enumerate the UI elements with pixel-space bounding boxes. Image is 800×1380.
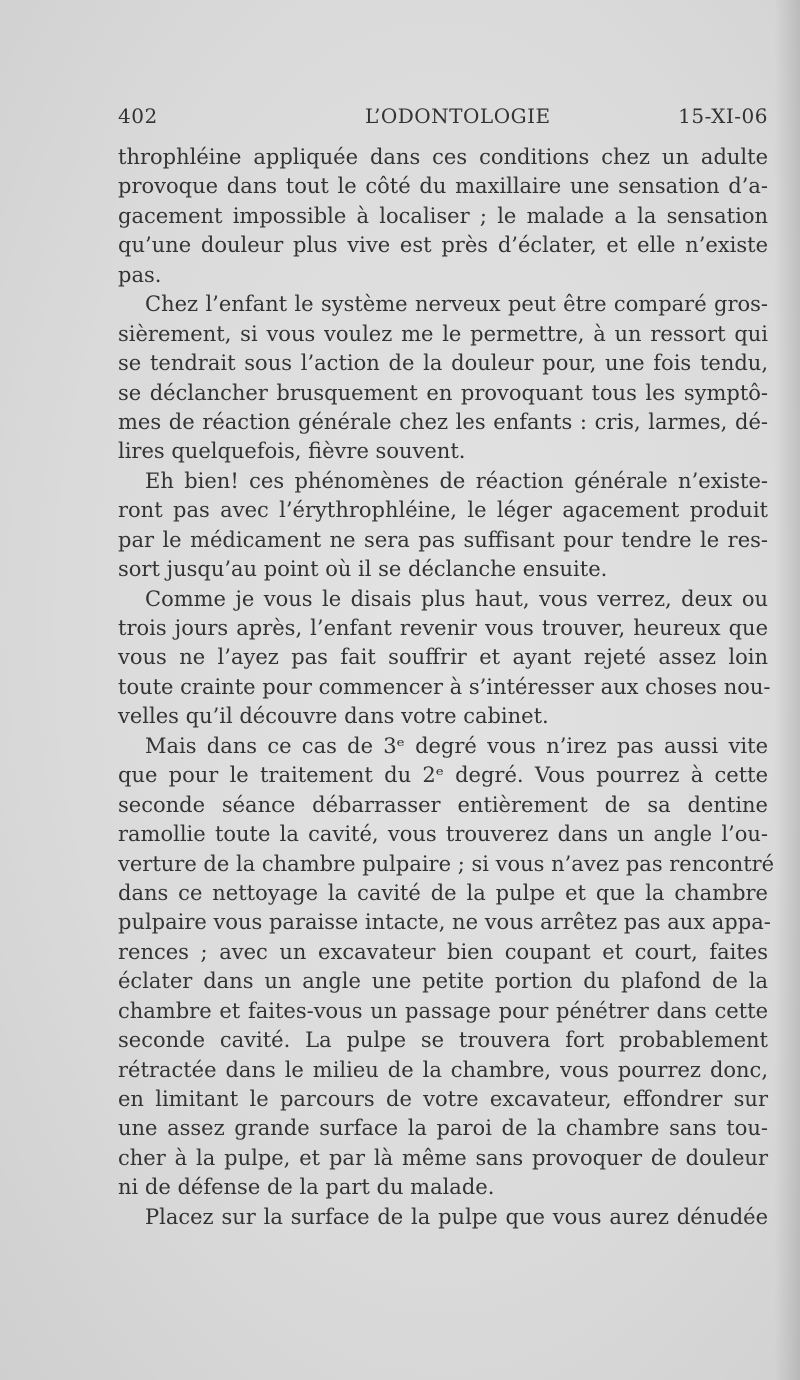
text-line: toute crainte pour commencer à s’intéresser aux choses nou-: [118, 674, 771, 699]
text-line: vous ne l’ayez pas fait souffrir et ayant rejeté assez loin: [118, 645, 768, 670]
text-line: Eh bien! ces phénomènes de réaction générale n’existe-: [145, 468, 768, 493]
text-line: seconde cavité. La pulpe se trouvera fort probablement: [118, 1028, 768, 1053]
text-line: verture de la chambre pulpaire ; si vous n’avez pas rencontré: [118, 851, 775, 876]
text-line: cher à la pulpe, et par là même sans provoquer de douleur: [118, 1145, 768, 1170]
text-line: en limitant le parcours de votre excavateur, effondrer sur: [118, 1087, 768, 1111]
text-line: pulpaire vous paraisse intacte, ne vous arrêtez pas aux appa-: [118, 910, 771, 935]
text-line: Chez l’enfant le système nerveux peut être comparé gros-: [145, 292, 768, 317]
text-line: se déclancher brusquement en provoquant tous les symptô-: [118, 380, 768, 405]
text-line: sort jusqu’au point où il se déclanche ensuite.: [118, 557, 608, 582]
running-header: [118, 104, 768, 134]
text-line: ni de défense de la part du malade.: [118, 1175, 495, 1200]
text-line: ramollie toute la cavité, vous trouverez dans un angle l’ou-: [118, 822, 768, 847]
text-line: qu’une douleur plus vive est près d’éclater, et elle n’existe: [118, 233, 768, 258]
text-line: throphléine appliquée dans ces conditions chez un adulte: [118, 145, 768, 169]
text-line: trois jours après, l’enfant revenir vous trouver, heureux que: [118, 616, 768, 640]
body-text: [118, 143, 775, 1232]
text-line: dans ce nettoyage la cavité de la pulpe et que la chambre: [118, 880, 768, 905]
page-edge-shadow: [774, 0, 800, 1380]
issue-date: 15-XI-06: [678, 104, 768, 128]
text-line: lires quelquefois, fièvre souvent.: [118, 439, 466, 464]
text-line: sièrement, si vous voulez me le permettre, à un ressort qui: [118, 321, 768, 346]
text-line: éclater dans un angle une petite portion du plafond de la: [118, 969, 768, 994]
text-line: par le médicament ne sera pas suffisant pour tendre le res-: [118, 527, 768, 552]
text-line: pas.: [118, 262, 162, 287]
text-line: Mais dans ce cas de 3ᵉ degré vous n’irez pas aussi vite: [145, 733, 768, 758]
text-line: une assez grande surface la paroi de la chambre sans tou-: [118, 1116, 768, 1141]
text-line: chambre et faites-vous un passage pour pénétrer dans cette: [118, 998, 768, 1023]
text-line: rétractée dans le milieu de la chambre, vous pourrez donc,: [118, 1057, 768, 1082]
text-line: Placez sur la surface de la pulpe que vous aurez dénudée: [145, 1204, 768, 1229]
text-line: que pour le traitement du 2ᵉ degré. Vous pourrez à cette: [118, 763, 768, 788]
text-line: gacement impossible à localiser ; le malade a la sensation: [118, 203, 768, 228]
text-line: ront pas avec l’érythrophléine, le léger agacement produit: [118, 498, 768, 523]
text-line: seconde séance débarrasser entièrement de sa dentine: [118, 792, 768, 817]
page-number: 402: [118, 104, 158, 128]
running-title: L’ODONTOLOGIE: [365, 104, 551, 128]
text-line: velles qu’il découvre dans votre cabinet.: [118, 704, 549, 729]
text-line: Comme je vous le disais plus haut, vous verrez, deux ou: [145, 586, 768, 611]
text-line: se tendrait sous l’action de la douleur pour, une fois tendu,: [118, 351, 768, 376]
text-line: mes de réaction générale chez les enfants : cris, larmes, dé-: [118, 409, 768, 434]
text-line: provoque dans tout le côté du maxillaire une sensation d’a-: [118, 174, 768, 199]
text-line: rences ; avec un excavateur bien coupant et court, faites: [118, 939, 768, 964]
